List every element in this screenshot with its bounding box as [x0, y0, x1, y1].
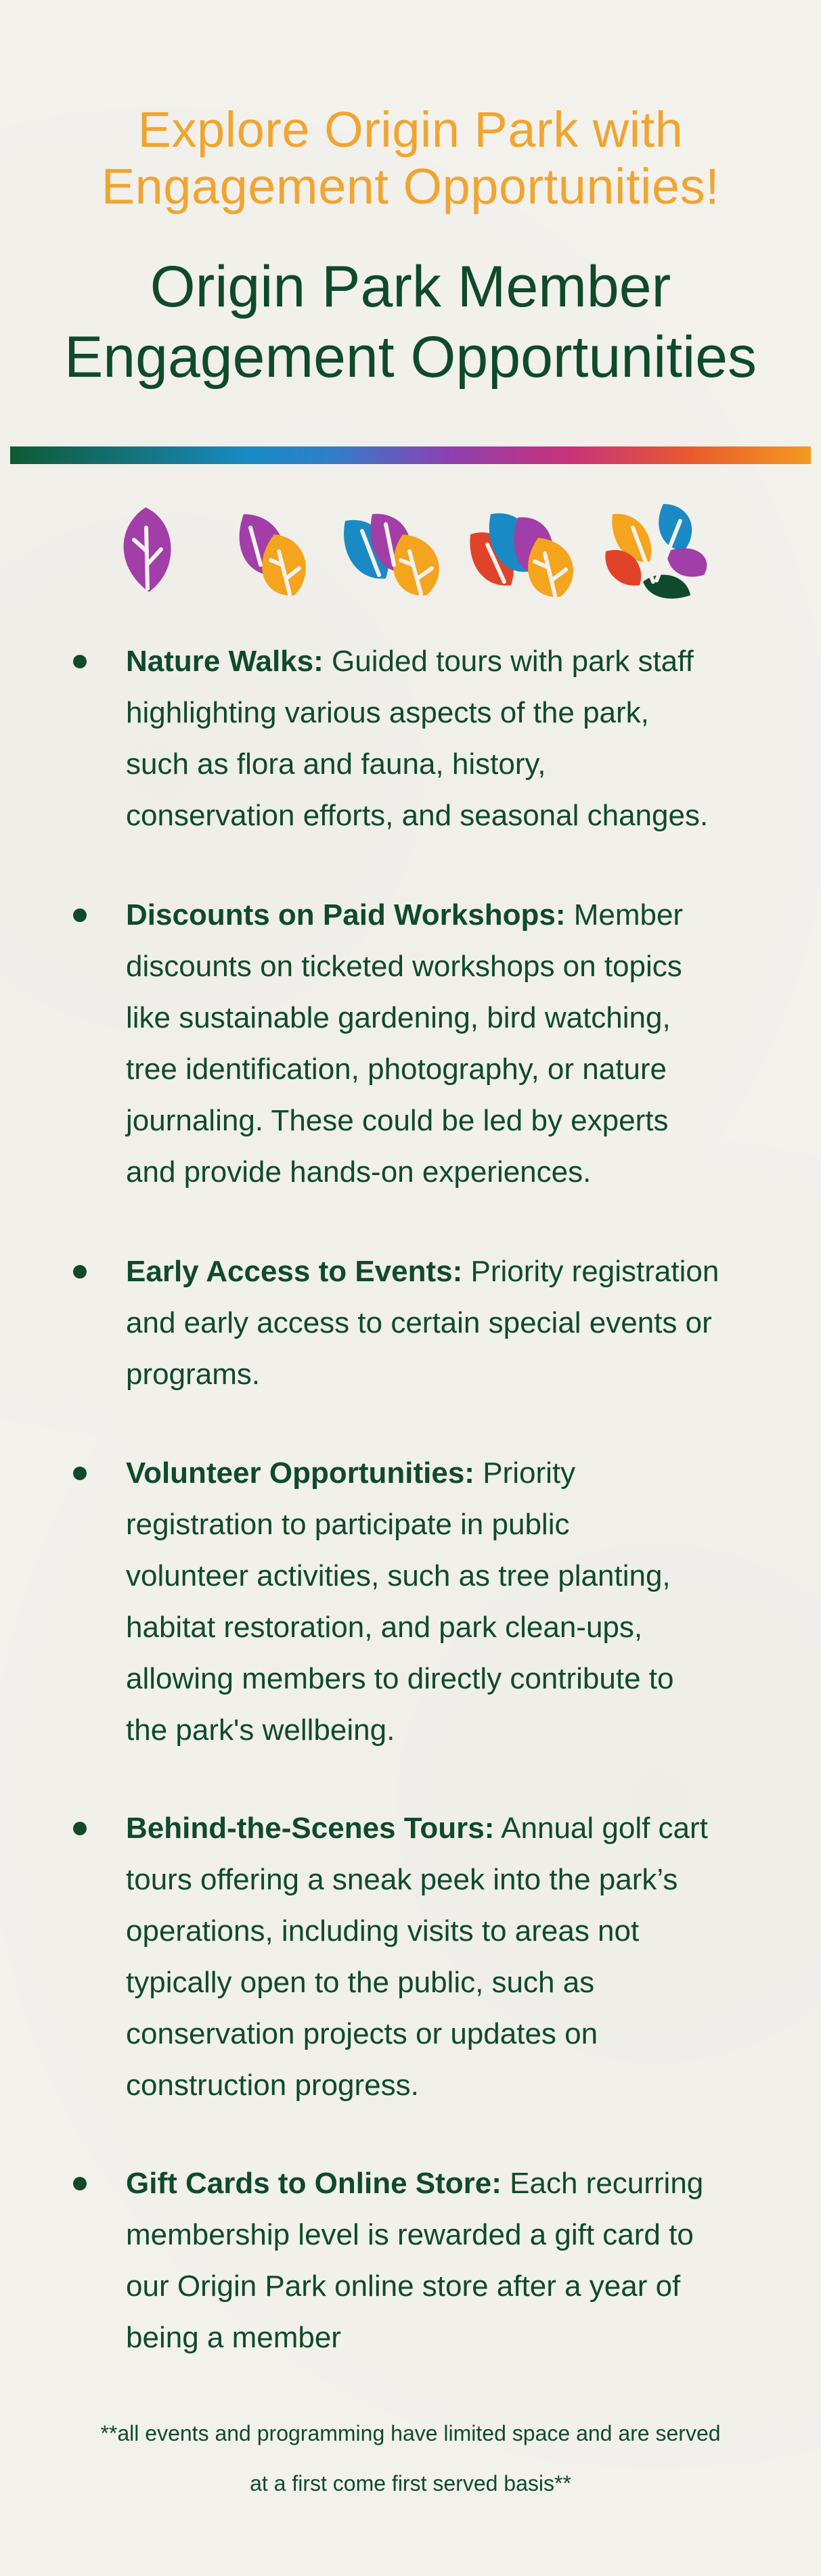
list-item-title: Gift Cards to Online Store:	[126, 2167, 502, 2200]
list-item-text	[126, 1803, 749, 2111]
list-item-line: being a member	[126, 2321, 341, 2354]
top-title-line-1: Explore Origin Park with	[137, 101, 684, 158]
list-item-title: Discounts on Paid Workshops:	[126, 898, 566, 932]
list-item-line: Priority registration	[462, 1255, 719, 1288]
list-item-line: volunteer activities, such as tree planting,	[126, 1559, 671, 1592]
list-item-line: registration to participate in public	[126, 1508, 570, 1541]
bullet	[73, 1265, 87, 1279]
footnote-line-1: **all events and programming have limited space and are served	[100, 2421, 721, 2445]
list-item-text	[126, 636, 749, 842]
two-leaves-icon	[223, 501, 318, 602]
list-item-line: such as flora and fauna, history,	[126, 748, 546, 781]
list-item-line: discounts on ticketed workshops on topics	[126, 950, 682, 983]
list-item-title: Nature Walks:	[126, 645, 324, 678]
list-item-title: Early Access to Events:	[126, 1255, 463, 1288]
list-item-line: and provide hands-on experiences.	[126, 1155, 592, 1189]
list-item-line: conservation projects or updates on	[126, 2017, 598, 2050]
list-item-title: Volunteer Opportunities:	[126, 1456, 474, 1490]
list-item-line: the park's wellbeing.	[126, 1714, 395, 1747]
page-title-line-1: Origin Park Member	[150, 254, 671, 319]
list-item-text	[126, 1246, 749, 1400]
top-title	[0, 101, 821, 215]
footnote	[0, 2408, 821, 2508]
bullet	[73, 1467, 87, 1480]
list-item-line: habitat restoration, and park clean-ups,	[126, 1611, 643, 1644]
list-item-line: Annual golf cart	[494, 1812, 708, 1845]
list-item-line: like sustainable gardening, bird watching,	[126, 1001, 671, 1034]
list-item-line: tours offering a sneak peek into the park’s	[126, 1863, 678, 1896]
list-item-line: operations, including visits to areas not	[126, 1914, 640, 1948]
bullet	[73, 1822, 87, 1835]
list-item-line: tree identification, photography, or nature	[126, 1053, 667, 1086]
list-item-line: highlighting various aspects of the park,	[126, 696, 649, 729]
list-item-line: construction progress.	[126, 2069, 419, 2102]
page-title-line-2: Engagement Opportunities	[64, 325, 757, 390]
list-item-line: programs.	[126, 1358, 261, 1391]
list-item-text	[126, 1448, 749, 1756]
bullet	[73, 655, 87, 668]
list-item-title: Behind-the-Scenes Tours:	[126, 1812, 495, 1845]
page-title	[0, 252, 821, 392]
list-item-line: Each recurring	[501, 2167, 704, 2200]
leaf-icons-row	[0, 501, 821, 602]
bullet	[73, 908, 87, 922]
list-item-line: and early access to certain special events or	[126, 1306, 712, 1339]
gradient-divider	[10, 446, 811, 464]
list-item-line: journaling. These could be led by experts	[126, 1104, 669, 1137]
list-item-line: Priority	[474, 1456, 576, 1490]
top-title-line-2: Engagement Opportunities!	[101, 158, 720, 214]
list-item-line: membership level is rewarded a gift card to	[126, 2218, 694, 2251]
list-item-line: conservation efforts, and seasonal changes.	[126, 799, 709, 832]
footnote-line-2: at a first come first served basis**	[250, 2471, 571, 2496]
list-item-line: Member	[565, 898, 684, 932]
bullet	[73, 2177, 87, 2190]
list-item-line: allowing members to directly contribute to	[126, 1662, 674, 1695]
five-leaves-icon	[602, 501, 717, 602]
list-item-line: typically open to the public, such as	[126, 1966, 595, 1999]
three-leaves-icon	[338, 501, 453, 602]
single-leaf-icon	[102, 501, 190, 602]
four-leaves-icon	[467, 501, 589, 602]
list-item-line: our Origin Park online store after a year of	[126, 2270, 681, 2303]
list-item-text	[126, 890, 749, 1198]
list-item-text	[126, 2158, 749, 2364]
list-item-line: Guided tours with park staff	[323, 645, 694, 678]
